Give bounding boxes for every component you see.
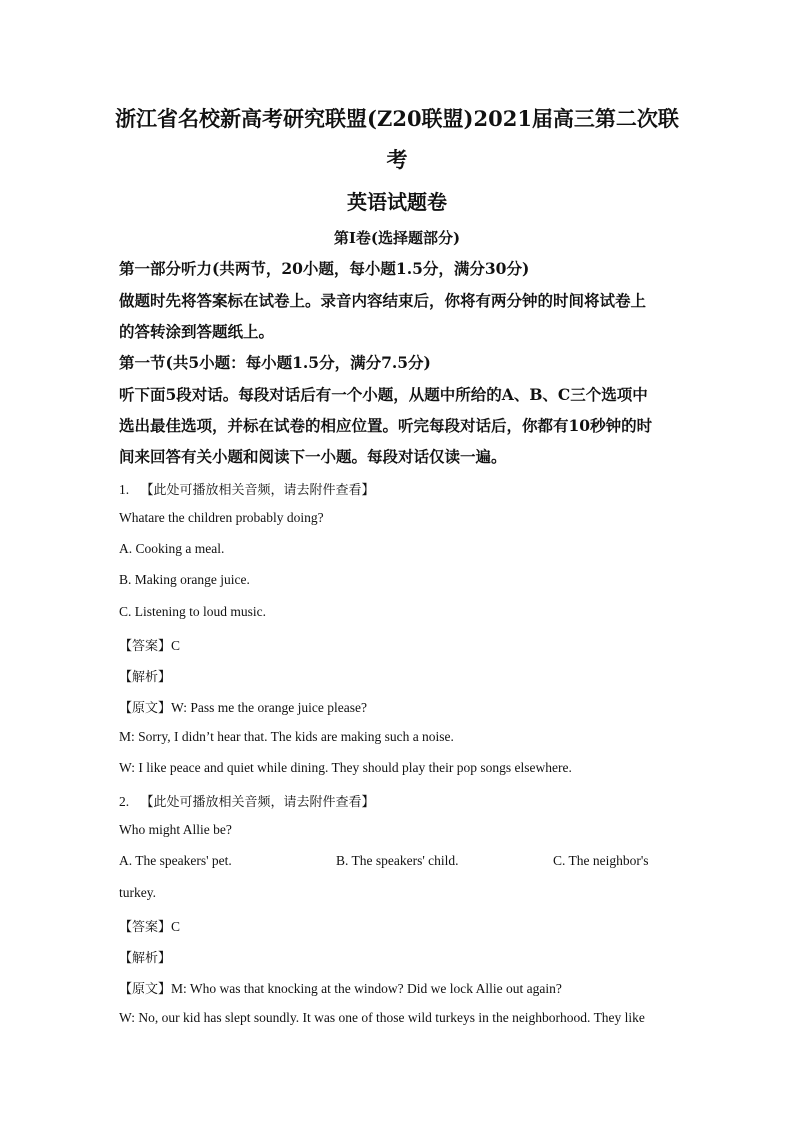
question-1-transcript-2: M: Sorry, I didn’t hear that. The kids are making such a noise. (119, 729, 454, 744)
answer-label: 【答案】 (119, 639, 172, 654)
question-number: 1. (119, 482, 130, 497)
question-1-answer (119, 635, 180, 654)
section1-desc-line2: 选出最佳选项，并标在试卷的相应位置。听完每段对话后，你都有10秒钟的时 (119, 416, 653, 435)
answer-label: 【答案】 (119, 920, 172, 935)
instructions-line1: 做题时先将答案标在试卷上。录音内容结束后，你将有两分钟的时间将试卷上 (119, 291, 647, 310)
volume-title: 第Ⅰ卷(选择题部分) (333, 229, 461, 247)
part1-heading: 第一部分听力(共两节，20小题，每小题1.5分，满分30分) (119, 259, 530, 278)
question-2-transcript-1 (119, 978, 562, 997)
instructions-line2: 的答转涂到答题纸上。 (119, 322, 275, 341)
audio-note[interactable]: 【此处可播放相关音频，请去附件查看】 (140, 483, 375, 498)
question-1-option-c: C. Listening to loud music. (119, 604, 266, 619)
transcript-text: M: Who was that knocking at the window? Did we lock Allie out again? (171, 981, 562, 996)
exam-title-line1: 浙江省名校新高考研究联盟(Z20联盟)2021届高三第二次联 (115, 106, 679, 131)
answer-value: C (171, 638, 181, 653)
question-2-text: Who might Allie be? (119, 822, 232, 837)
question-2-analysis-label: 【解析】 (119, 951, 172, 966)
question-1-transcript-3: W: I like peace and quiet while dining. They should play their pop songs elsewhere. (119, 760, 572, 775)
transcript-text: W: Pass me the orange juice please? (171, 700, 367, 715)
question-1-analysis-label: 【解析】 (119, 670, 172, 685)
source-label: 【原文】 (119, 701, 172, 716)
section1-heading: 第一节(共5小题：每小题1.5分，满分7.5分) (119, 353, 431, 372)
question-number: 2. (119, 794, 130, 809)
source-label: 【原文】 (119, 982, 172, 997)
question-1-transcript-1 (119, 697, 367, 716)
section1-desc-line1: 听下面5段对话。每段对话后有一个小题，从题中所给的A、B、C三个选项中 (119, 385, 648, 404)
section1-desc-line3: 间来回答有关小题和阅读下一小题。每段对话仅读一遍。 (119, 447, 507, 466)
question-2-option-b: B. The speakers' child. (336, 853, 459, 868)
exam-title-line2: 考 (386, 147, 408, 172)
question-1-text: Whatare the children probably doing? (119, 510, 324, 525)
question-2-header (119, 791, 375, 810)
question-2-option-c-cont: turkey. (119, 885, 156, 900)
question-2-option-a: A. The speakers' pet. (119, 853, 232, 868)
question-1-option-b: B. Making orange juice. (119, 572, 250, 587)
question-2-option-c: C. The neighbor's (553, 853, 649, 868)
answer-value: C (171, 919, 181, 934)
question-1-header (119, 479, 375, 498)
question-2-answer (119, 916, 180, 935)
audio-note[interactable]: 【此处可播放相关音频，请去附件查看】 (140, 795, 375, 810)
subject-title: 英语试题卷 (347, 190, 447, 214)
question-2-transcript-2: W: No, our kid has slept soundly. It was one of those wild turkeys in the neighborhood. They like (119, 1010, 645, 1025)
question-1-option-a: A. Cooking a meal. (119, 541, 225, 556)
